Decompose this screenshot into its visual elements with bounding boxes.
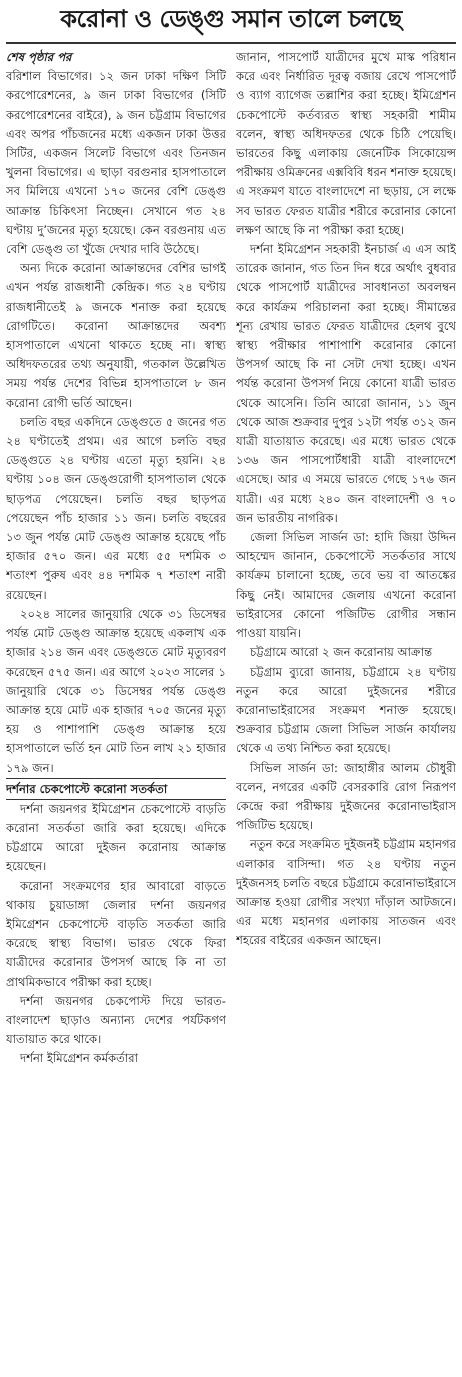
article-columns: [6, 48, 456, 1069]
paragraph: চট্টগ্রাম ব্যুরো জানায়, চট্টগ্রামে ২৪ ঘণ্টায় নতুন করে আরো দুইজনের শরীরে করোনাভাইরাসের সংক্রমণ শনাক্ত হয়েছে। শুক্রবার চট্টগ্রাম জেলা সিভিল সার্জন কার্যালয় থেকে এ তথ্য নিশ্চিত করা হয়েছে।: [236, 664, 456, 756]
paragraph: দর্শনা ইমিগ্রেশন কর্মকর্তারা: [20, 1051, 138, 1066]
subheading: দর্শনার চেকপোস্টে করোনা সতর্কতা: [6, 778, 226, 800]
paragraph: বরিশাল বিভাগের। ১২ জন ঢাকা দক্ষিণ সিটি করপোরেশনের, ৯ জন ঢাকা বিভাগের (সিটি করপোরেশনের বাইরে), ৯ জন চট্টগ্রাম বিভাগের এবং অপর পাঁচজনের মধ্যে একজন ঢাকা উত্তর সিটির, একজন সিলেট বিভাগে এবং তিনজন খুলনা বিভাগের। এ ছাড়া বরগুনার হাসপাতালে সব মিলিয়ে এখনো ১৭০ জনের বেশি ডেঙ্গু আক্রান্ত চিকিৎসা নিচ্ছেন। সেখানে গত ২৪ ঘণ্টায় দু’জনের মৃত্যু হয়েছে। কেন বরগুনায় এত বেশি ডেঙ্গু তা খুঁজে দেখার দাবি উঠেছে।: [6, 69, 226, 257]
left-column: [6, 48, 226, 1069]
paragraph: জানান, পাসপোর্ট যাত্রীদের মুখে মাস্ক পরিধান করে এবং নির্ধারিত দূরত্ব বজায় রেখে পাসপোর্ট ও ব্যাগ ব্যাগেজ তল্লাশির করা হচ্ছে। ইমিগ্রেশন চেকপোস্টে কর্তব্যরত স্বাস্থ্য সহকারী শামীম বলেন, স্বাস্থ্য অধিদফতর থেকে চিঠি পেয়েছি। ভারতের কিছু এলাকায় জেনেটিক সিকোয়েন্স পরীক্ষায় ওমিক্রনের এক্সবিবি ধরন শনাক্ত হয়েছে। এ সংক্রমণ যাতে বাংলাদেশে না ছড়ায়, সে লক্ষে সব ভারত ফেরত যাত্রীর শরীরে করোনার কোনো লক্ষণ আছে কি না পরীক্ষা করা হচ্ছে।: [236, 50, 456, 237]
paragraph: দর্শনা জয়নগর চেকপোস্ট দিয়ে ভারত-বাংলাদেশ ছাড়াও অন্যান্য দেশের পর্যটকগণ যাতায়াত করে থাকে।: [6, 993, 226, 1047]
continuation-label: শেষ পৃষ্ঠার পর: [6, 50, 72, 64]
paragraph: দর্শনা ইমিগ্রেশন সহকারী ইনচার্জ এ এস আই তারেক জানান, গত তিন দিন ধরে অর্থাৎ বুধবার থেকে পাসপোর্ট যাত্রীদের সাবধানতা অবলম্বন করে কার্যক্রম পরিচালনা করা হচ্ছে। সীমান্তের শূন্য রেখায় ভারত ফেরত যাত্রীদের হেলথ বুথে স্বাস্থ্য পরীক্ষার পাশাপাশি করোনার কোনো উপসর্গ আছে কি না সেটা দেখা হচ্ছে। এখন পর্যন্ত করোনা উপসর্গ নিয়ে কোনো যাত্রী ভারত থেকে আসেনি। তিনি আরো জানান, ১১ জুন থেকে আজ শুক্রবার দুপুর ১২টা পর্যন্ত ৩১২ জন যাত্রী যাতায়াত করেছে। এর মধ্যে ভারত থেকে ১৩৬ জন পাসপোর্টধারী যাত্রী বাংলাদেশে এসেছে। আর এ সময়ে ভারতে গেছে ১৭৬ জন যাত্রী। এর মধ্যে ২৪০ জন বাংলাদেশী ও ৭০ জন ভারতীয় নাগরিক।: [236, 242, 456, 525]
paragraph: করোনা সংক্রমণের হার আবারো বাড়তে থাকায় চুয়াডাঙ্গা জেলার দর্শনা জয়নগর ইমিগ্রেশন চেকপোস্টে বাড়তি সতর্কতা জারি করেছে স্বাস্থ্য বিভাগ। ভারত থেকে ফিরা যাত্রীদের করোনার উপসর্গ আছে কি না তা প্রাথমিকভাবে পরীক্ষা করা হচ্ছে।: [6, 878, 226, 989]
paragraph: অন্য দিকে করোনা আক্রান্তদের বেশির ভাগই এখন পর্যন্ত রাজধানী কেন্দ্রিক। গত ২৪ ঘণ্টায় রাজধানীতেই ৯ জনকে শনাক্ত করা হয়েছে রোগটিতে। করোনা আক্রান্তদের অবশ্য হাসপাতালে এখনো থাকতে হচ্ছে না। স্বাস্থ্য অধিদফতরের তথ্য অনুযায়ী, গতকাল উল্লেখিত সময় পর্যন্ত দেশের বিভিন্ন হাসপাতালে ৮ জন করোনা রোগী ভর্তি আছেন।: [6, 261, 226, 410]
paragraph: সিভিল সার্জন ডা: জাহাঙ্গীর আলম চৌধুরী বলেন, নগরের একটি বেসরকারি রোগ নিরূপণ কেন্দ্রে করা পরীক্ষায় দুইজনের করোনাভাইরাস পজিটিভ হয়েছে।: [236, 760, 456, 833]
right-column: [236, 48, 456, 1069]
paragraph: নতুন করে সংক্রমিত দুইজনই চট্টগ্রাম মহানগর এলাকার বাসিন্দা। গত ২৪ ঘণ্টায় নতুন দুইজনসহ চলতি বছরে চট্টগ্রামে করোনাভাইরাসে আক্রান্ত হওয়া রোগীর সংখ্যা দাঁড়াল আটজনে। এর মধ্যে মহানগর এলাকায় সাতজন এবং শহরের বাইরের একজন আছেন।: [236, 837, 456, 948]
paragraph: ২০২৪ সালের জানুয়ারি থেকে ৩১ ডিসেম্বর পর্যন্ত মোট ডেঙ্গু আক্রান্ত হয়েছে একলাখ এক হাজার ২১৪ জন এবং ডেঙ্গুতে মোট মৃত্যুবরণ করেছেন ৫৭৫ জন। এর আগে ২০২৩ সালের ১ জানুয়ারি থেকে ৩১ ডিসেম্বর পর্যন্ত ডেঙ্গু আক্রান্ত হয়ে মোট এক হাজার ৭০৫ জনের মৃত্যু হয় ও পাশাপাশি ডেঙ্গু আক্রান্ত হয়ে হাসপাতালে ভর্তি হন মোট তিন লাখ ২১ হাজার ১৭৯ জন।: [6, 606, 226, 775]
paragraph: চলতি বছর একদিনে ডেঙ্গুতে ৫ জনের গত ২৪ ঘণ্টাতেই প্রথম। এর আগে চলতি বছর ডেঙ্গুতে ২৪ ঘণ্টায় এতো মৃত্যু হয়নি। ২৪ ঘণ্টায় ১০৪ জন ডেঙ্গুরোগী হাসপাতাল থেকে ছাড়পত্র পেয়েছেন। চলতি বছর ছাড়পত্র পেয়েছেন পাঁচ হাজার ১১ জন। চলতি বছরের ১৩ জুন পর্যন্ত মোট ডেঙ্গু আক্রান্ত হয়েছে পাঁচ হাজার ৫৭০ জন। এর মধ্যে ৫৫ দশমিক ৩ শতাংশ পুরুষ এবং ৪৪ দশমিক ৭ শতাংশ নারী রয়েছেন।: [6, 414, 226, 602]
paragraph: দর্শনা জয়নগর ইমিগ্রেশন চেকপোস্টে বাড়তি করোনা সতর্কতা জারি করা হয়েছে। এদিকে চট্টগ্রামে আরো দুইজন করোনায় আক্রান্ত হয়েছেন।: [6, 801, 226, 874]
sub-heading-inline: চট্টগ্রামে আরো ২ জন করোনায় আক্রান্ত: [250, 645, 433, 660]
headline: করোনা ও ডেঙ্গু সমান তালে চলছে: [6, 0, 456, 44]
paragraph: জেলা সিভিল সার্জন ডা: হাদি জিয়া উদ্দিন আহম্মেদ জানান, চেকপোস্টে সতর্কতার সাথে কার্যক্রম চালানো হচ্ছে, তবে ভয় বা আতঙ্কের কিছু নেই। আমাদের জেলায় এখনো করোনা ভাইরাসের কোনো পজিটিভ রোগীর সন্ধান পাওয়া যায়নি।: [236, 530, 456, 641]
